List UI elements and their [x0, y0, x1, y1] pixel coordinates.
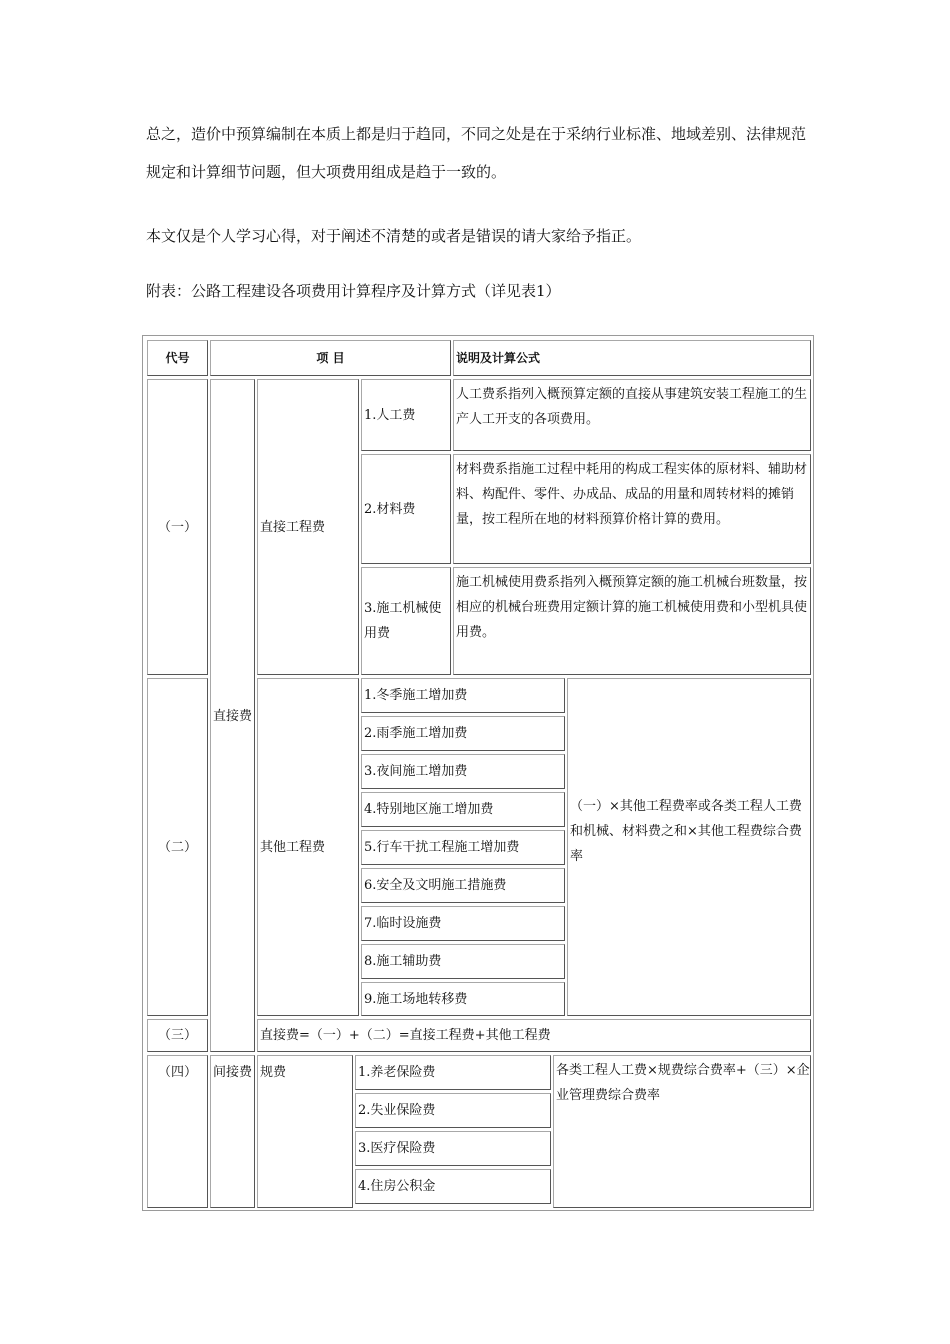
paragraph-appendix: 附表：公路工程建设各项费用计算程序及计算方式（详见表1）	[146, 282, 561, 300]
direct-fee-cell: 直接费	[210, 379, 255, 1052]
cost-table	[142, 335, 814, 1211]
code-cell: （二）	[147, 678, 208, 1016]
regulation-fee-formula: 各类工程人工费×规费综合费率+（三）×企业管理费综合费率	[553, 1055, 811, 1208]
header-code: 代号	[147, 340, 208, 376]
other-item: 4.特别地区施工增加费	[361, 792, 565, 827]
header-item: 项 目	[210, 340, 451, 376]
other-item: 3.夜间施工增加费	[361, 754, 565, 789]
regulation-item: 1.养老保险费	[355, 1055, 551, 1090]
direct-engineering-fee-cell: 直接工程费	[257, 379, 359, 675]
code-cell: （四）	[147, 1055, 208, 1208]
other-item: 9.施工场地转移费	[361, 982, 565, 1016]
other-item: 2.雨季施工增加费	[361, 716, 565, 751]
paragraph-note: 本文仅是个人学习心得，对于阐述不清楚的或者是错误的请大家给予指正。	[146, 227, 642, 245]
other-item: 8.施工辅助费	[361, 944, 565, 979]
regulation-item: 4.住房公积金	[355, 1169, 551, 1204]
other-item: 6.安全及文明施工措施费	[361, 868, 565, 903]
paragraph-conclusion: 总之，造价中预算编制在本质上都是归于趋同，不同之处是在于采纳行业标准、地域差别、法律规范规定和计算细节问题，但大项费用组成是趋于一致的。	[146, 125, 807, 181]
code-cell: （一）	[147, 379, 208, 675]
other-item: 7.临时设施费	[361, 906, 565, 941]
regulation-item: 2.失业保险费	[355, 1093, 551, 1128]
direct-item-name: 3.施工机械使用费	[361, 567, 451, 675]
direct-item-name: 1.人工费	[361, 379, 451, 451]
other-item: 5.行车干扰工程施工增加费	[361, 830, 565, 865]
regulation-item: 3.医疗保险费	[355, 1131, 551, 1166]
other-item: 1.冬季施工增加费	[361, 678, 565, 713]
code-cell: （三）	[147, 1019, 208, 1052]
header-description: 说明及计算公式	[453, 340, 811, 376]
direct-item-desc: 材料费系指施工过程中耗用的构成工程实体的原材料、辅助材料、构配件、零件、办成品、成品的用量和周转材料的摊销量，按工程所在地的材料预算价格计算的费用。	[453, 454, 811, 564]
other-fee-formula: （一）×其他工程费率或各类工程人工费和机械、材料费之和×其他工程费综合费率	[567, 678, 811, 1016]
other-engineering-fee-cell: 其他工程费	[257, 678, 359, 1016]
indirect-fee-cell: 间接费	[210, 1055, 255, 1208]
direct-fee-formula-cell: 直接费=（一）+（二）=直接工程费+其他工程费	[257, 1019, 811, 1052]
regulation-fee-cell: 规费	[257, 1055, 353, 1208]
direct-item-name: 2.材料费	[361, 454, 451, 564]
direct-item-desc: 施工机械使用费系指列入概预算定额的施工机械台班数量，按相应的机械台班费用定额计算的施工机械使用费和小型机具使用费。	[453, 567, 811, 675]
direct-item-desc: 人工费系指列入概预算定额的直接从事建筑安装工程施工的生产人工开支的各项费用。	[453, 379, 811, 451]
